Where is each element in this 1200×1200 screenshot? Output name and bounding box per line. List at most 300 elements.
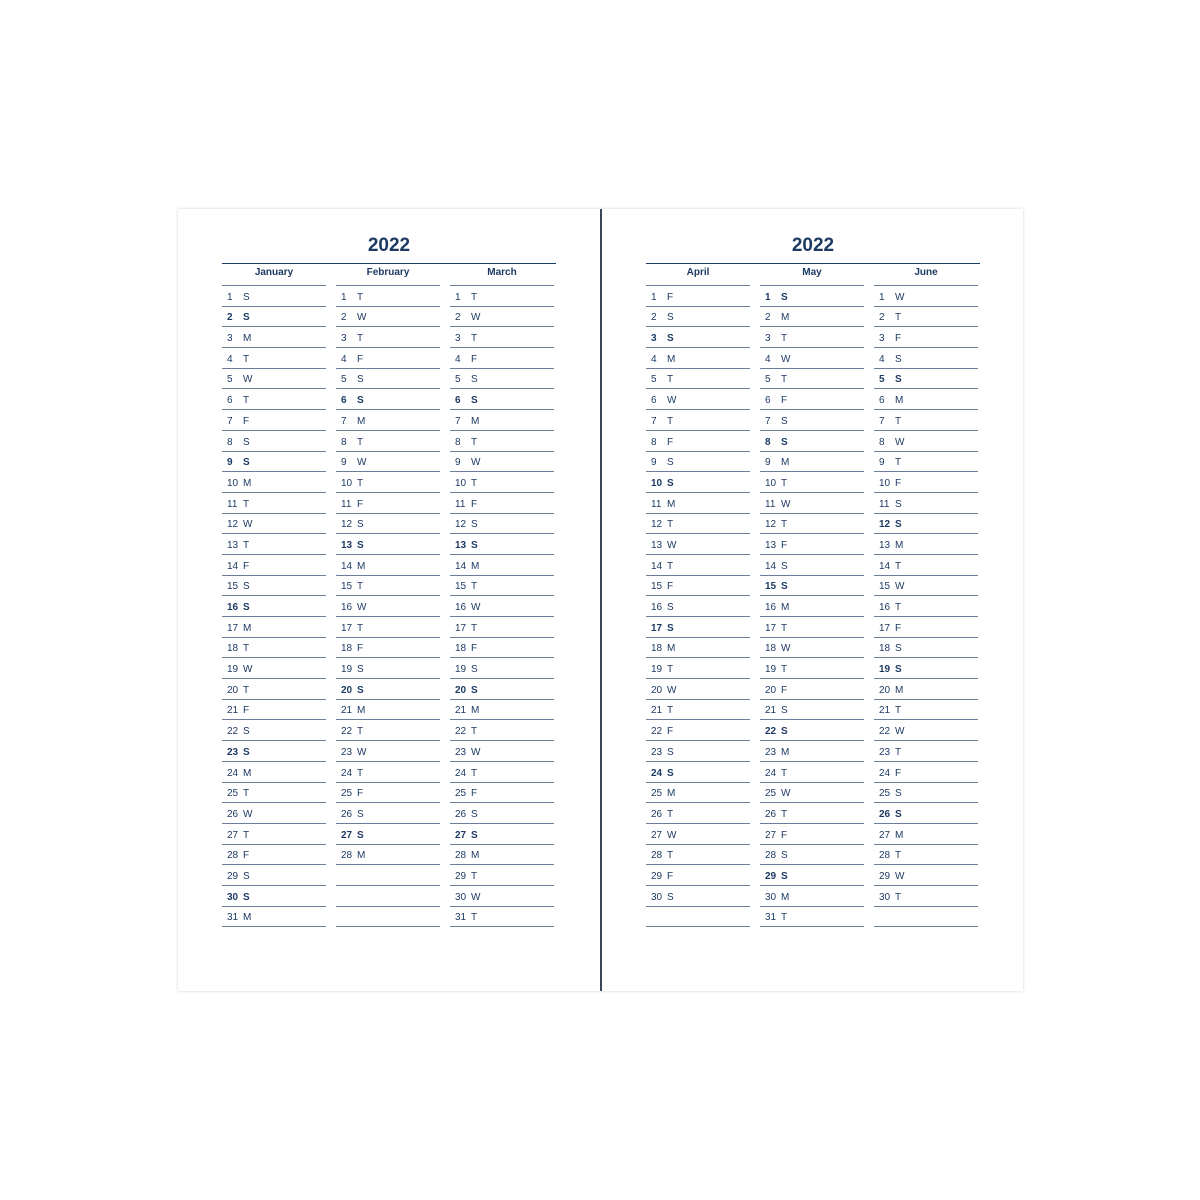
weekday-letter: M <box>357 560 366 572</box>
weekday-letter: F <box>667 291 674 303</box>
day-list <box>222 286 326 927</box>
day-number: 4 <box>455 353 461 365</box>
day-row <box>336 658 440 679</box>
day-number: 13 <box>879 539 891 551</box>
day-row <box>646 679 750 700</box>
weekday-letter: M <box>471 705 480 717</box>
day-row <box>646 431 750 452</box>
day-number: 17 <box>455 622 467 634</box>
weekday-letter: M <box>357 415 366 427</box>
day-number: 1 <box>879 291 885 303</box>
day-row <box>874 907 978 928</box>
day-row <box>646 307 750 328</box>
day-number: 19 <box>341 664 353 676</box>
weekday-letter: T <box>667 808 674 820</box>
weekday-letter: M <box>895 395 904 407</box>
day-number: 6 <box>879 395 885 407</box>
day-row <box>874 741 978 762</box>
day-row <box>336 720 440 741</box>
day-row <box>760 783 864 804</box>
day-number: 21 <box>455 705 467 717</box>
weekday-letter: S <box>243 726 250 738</box>
weekday-letter: T <box>667 415 674 427</box>
day-number: 9 <box>765 457 771 469</box>
day-row <box>450 720 554 741</box>
weekday-letter: S <box>243 870 250 882</box>
day-number: 6 <box>455 395 461 407</box>
weekday-letter: S <box>357 539 364 551</box>
day-number: 7 <box>341 415 347 427</box>
weekday-letter: T <box>667 519 674 531</box>
day-number: 13 <box>455 539 467 551</box>
day-row <box>336 824 440 845</box>
weekday-letter: M <box>895 829 904 841</box>
day-number: 1 <box>455 291 461 303</box>
weekday-letter: M <box>781 746 790 758</box>
day-row <box>874 824 978 845</box>
day-row <box>450 534 554 555</box>
day-number: 2 <box>227 312 233 324</box>
day-row <box>646 865 750 886</box>
day-number: 17 <box>765 622 777 634</box>
day-row <box>760 452 864 473</box>
day-number: 3 <box>227 333 233 345</box>
weekday-letter: S <box>667 477 674 489</box>
day-row <box>760 514 864 535</box>
weekday-letter: W <box>357 602 367 613</box>
day-number: 18 <box>651 643 663 655</box>
day-number: 12 <box>765 519 777 531</box>
day-list <box>646 286 750 927</box>
weekday-letter: S <box>895 374 902 386</box>
day-number: 28 <box>455 850 467 862</box>
day-number: 22 <box>765 726 777 738</box>
weekday-letter: T <box>667 374 674 386</box>
day-row <box>760 720 864 741</box>
day-row <box>450 431 554 452</box>
weekday-letter: W <box>781 643 791 655</box>
weekday-letter: W <box>667 395 677 407</box>
day-row <box>336 845 440 866</box>
day-row <box>760 534 864 555</box>
day-row <box>222 720 326 741</box>
weekday-letter: T <box>895 891 902 903</box>
weekday-letter: W <box>667 684 677 696</box>
day-row <box>874 307 978 328</box>
day-row <box>874 286 978 307</box>
weekday-letter: T <box>781 519 788 531</box>
day-number: 22 <box>455 726 467 738</box>
day-row <box>874 431 978 452</box>
weekday-letter: W <box>895 870 905 882</box>
weekday-letter: M <box>781 891 790 903</box>
day-number: 2 <box>765 312 771 324</box>
day-number: 7 <box>455 415 461 427</box>
weekday-letter: S <box>667 746 674 758</box>
day-number: 19 <box>227 664 239 676</box>
day-number: 13 <box>341 539 353 551</box>
day-row <box>222 348 326 369</box>
weekday-letter: S <box>781 870 788 882</box>
weekday-letter: S <box>471 829 478 841</box>
day-number: 9 <box>651 457 657 469</box>
weekday-letter: W <box>667 539 677 551</box>
header-rule <box>646 263 980 264</box>
day-number: 8 <box>227 436 233 448</box>
day-number: 6 <box>227 395 233 407</box>
day-row <box>450 824 554 845</box>
day-row <box>222 493 326 514</box>
month-name: March <box>487 267 517 278</box>
day-row <box>760 431 864 452</box>
day-number: 3 <box>765 333 771 345</box>
weekday-letter: F <box>243 705 250 717</box>
day-row <box>336 389 440 410</box>
weekday-letter: S <box>471 519 478 531</box>
day-list <box>336 286 440 927</box>
day-number: 5 <box>879 374 885 386</box>
day-number: 12 <box>341 519 353 531</box>
weekday-letter: F <box>357 353 364 365</box>
weekday-letter: W <box>471 602 481 613</box>
day-list <box>874 286 978 927</box>
day-number: 24 <box>651 767 663 779</box>
day-number: 17 <box>227 622 239 634</box>
day-number: 4 <box>765 353 771 365</box>
weekday-letter: S <box>471 684 478 696</box>
day-number: 19 <box>455 664 467 676</box>
day-row <box>646 596 750 617</box>
month-name: June <box>914 267 938 278</box>
weekday-letter: T <box>243 829 250 841</box>
day-row <box>760 472 864 493</box>
weekday-letter: S <box>895 498 902 510</box>
day-number: 23 <box>341 746 353 758</box>
weekday-letter: S <box>357 664 364 676</box>
day-number: 22 <box>341 726 353 738</box>
weekday-letter: F <box>357 788 364 800</box>
day-row <box>336 762 440 783</box>
day-row <box>760 410 864 431</box>
day-row <box>874 514 978 535</box>
day-row <box>222 472 326 493</box>
day-number: 14 <box>765 560 777 572</box>
day-number: 18 <box>341 643 353 655</box>
day-number: 24 <box>341 767 353 779</box>
day-row <box>874 865 978 886</box>
day-row <box>760 389 864 410</box>
day-row <box>222 452 326 473</box>
month-name: January <box>254 267 294 278</box>
weekday-letter: T <box>243 643 250 655</box>
weekday-letter: M <box>781 312 790 324</box>
day-number: 13 <box>765 539 777 551</box>
weekday-letter: F <box>781 395 788 407</box>
day-number: 9 <box>227 457 233 469</box>
day-number: 11 <box>227 498 238 510</box>
weekday-letter: M <box>243 333 252 345</box>
day-row <box>874 472 978 493</box>
day-number: 26 <box>765 808 777 820</box>
day-row <box>336 617 440 638</box>
day-row <box>874 679 978 700</box>
day-row <box>222 534 326 555</box>
day-number: 25 <box>879 788 891 800</box>
day-number: 9 <box>455 457 461 469</box>
day-row <box>336 534 440 555</box>
weekday-letter: M <box>471 415 480 427</box>
day-number: 14 <box>879 560 891 572</box>
day-row <box>450 596 554 617</box>
day-number: 17 <box>341 622 353 634</box>
day-row <box>222 596 326 617</box>
day-row <box>450 576 554 597</box>
day-number: 7 <box>651 415 657 427</box>
day-number: 24 <box>765 767 777 779</box>
day-row <box>760 803 864 824</box>
day-number: 16 <box>455 602 467 613</box>
weekday-letter: T <box>667 850 674 862</box>
weekday-letter: W <box>243 374 253 386</box>
weekday-letter: W <box>357 457 367 469</box>
weekday-letter: T <box>471 581 478 593</box>
weekday-letter: S <box>895 643 902 655</box>
day-number: 22 <box>879 726 891 738</box>
year-title: 2022 <box>791 235 835 256</box>
day-number: 29 <box>765 870 777 882</box>
day-number: 11 <box>651 498 662 510</box>
day-number: 8 <box>765 436 771 448</box>
weekday-letter: T <box>357 622 364 634</box>
weekday-letter: T <box>895 746 902 758</box>
day-number: 24 <box>227 767 239 779</box>
weekday-letter: T <box>667 705 674 717</box>
day-row <box>874 762 978 783</box>
day-number: 2 <box>455 312 461 324</box>
weekday-letter: T <box>357 581 364 593</box>
month-name: May <box>802 267 822 278</box>
day-row <box>874 700 978 721</box>
day-number: 17 <box>879 622 891 634</box>
day-number: 25 <box>227 788 239 800</box>
day-number: 24 <box>879 767 891 779</box>
day-number: 2 <box>651 312 657 324</box>
day-number: 11 <box>341 498 352 510</box>
weekday-letter: W <box>895 436 905 448</box>
day-row <box>646 783 750 804</box>
weekday-letter: S <box>667 602 674 613</box>
weekday-letter: T <box>471 477 478 489</box>
day-number: 1 <box>765 291 771 303</box>
day-row <box>222 741 326 762</box>
weekday-letter: F <box>667 436 674 448</box>
day-row <box>646 907 750 928</box>
day-row <box>874 720 978 741</box>
day-row <box>222 658 326 679</box>
day-number: 27 <box>651 829 663 841</box>
weekday-letter: T <box>471 912 478 924</box>
day-row <box>336 472 440 493</box>
day-number: 6 <box>341 395 347 407</box>
day-number: 8 <box>879 436 885 448</box>
weekday-letter: T <box>895 602 902 613</box>
day-number: 28 <box>341 850 353 862</box>
day-number: 6 <box>651 395 657 407</box>
day-row <box>760 845 864 866</box>
day-row <box>874 327 978 348</box>
day-number: 25 <box>455 788 467 800</box>
day-number: 21 <box>879 705 891 717</box>
day-number: 23 <box>765 746 777 758</box>
day-row <box>646 348 750 369</box>
day-number: 16 <box>341 602 353 613</box>
weekday-letter: M <box>357 705 366 717</box>
weekday-letter: F <box>357 498 364 510</box>
weekday-letter: M <box>667 498 676 510</box>
day-row <box>222 783 326 804</box>
day-row <box>222 762 326 783</box>
weekday-letter: W <box>357 746 367 758</box>
weekday-letter: T <box>357 477 364 489</box>
day-row <box>336 514 440 535</box>
weekday-letter: S <box>357 684 364 696</box>
day-row <box>222 638 326 659</box>
day-number: 30 <box>455 891 467 903</box>
weekday-letter: F <box>471 353 478 365</box>
day-row <box>222 369 326 390</box>
day-row <box>646 886 750 907</box>
day-number: 4 <box>651 353 657 365</box>
right-page <box>602 209 1024 991</box>
day-row <box>874 348 978 369</box>
weekday-letter: T <box>357 767 364 779</box>
day-row <box>874 555 978 576</box>
day-number: 28 <box>879 850 891 862</box>
weekday-letter: F <box>895 767 902 779</box>
day-row <box>336 493 440 514</box>
day-row <box>450 886 554 907</box>
day-row <box>222 327 326 348</box>
day-row <box>222 431 326 452</box>
weekday-letter: T <box>895 415 902 427</box>
day-number: 13 <box>227 539 239 551</box>
day-number: 1 <box>227 291 233 303</box>
weekday-letter: W <box>243 519 253 531</box>
day-number: 25 <box>341 788 353 800</box>
day-row <box>874 617 978 638</box>
day-number: 27 <box>341 829 353 841</box>
weekday-letter: S <box>357 519 364 531</box>
day-row <box>450 514 554 535</box>
day-number: 20 <box>227 684 239 696</box>
day-number: 11 <box>455 498 466 510</box>
weekday-letter: W <box>895 726 905 738</box>
weekday-letter: W <box>471 891 481 903</box>
day-number: 7 <box>879 415 885 427</box>
weekday-letter: T <box>781 333 788 345</box>
day-number: 31 <box>455 912 467 924</box>
weekday-letter: M <box>243 912 252 924</box>
weekday-letter: M <box>243 477 252 489</box>
day-row <box>646 741 750 762</box>
day-row <box>874 576 978 597</box>
day-row <box>874 638 978 659</box>
day-row <box>760 327 864 348</box>
weekday-letter: S <box>243 291 250 303</box>
weekday-letter: S <box>667 767 674 779</box>
day-row <box>760 762 864 783</box>
weekday-letter: F <box>895 333 902 345</box>
weekday-letter: F <box>895 477 902 489</box>
day-number: 27 <box>879 829 891 841</box>
year-title: 2022 <box>367 235 411 256</box>
day-row <box>760 369 864 390</box>
weekday-letter: F <box>781 684 788 696</box>
weekday-letter: S <box>781 291 788 303</box>
weekday-letter: T <box>243 353 250 365</box>
weekday-letter: T <box>667 664 674 676</box>
day-number: 4 <box>879 353 885 365</box>
day-row <box>336 555 440 576</box>
weekday-letter: W <box>781 788 791 800</box>
day-number: 29 <box>651 870 663 882</box>
day-number: 26 <box>455 808 467 820</box>
day-row <box>874 596 978 617</box>
day-number: 20 <box>879 684 891 696</box>
day-number: 26 <box>227 808 239 820</box>
weekday-letter: M <box>895 684 904 696</box>
day-number: 22 <box>651 726 663 738</box>
weekday-letter: S <box>471 374 478 386</box>
day-number: 3 <box>341 333 347 345</box>
day-number: 18 <box>879 643 891 655</box>
day-row <box>450 472 554 493</box>
day-number: 30 <box>879 891 891 903</box>
weekday-letter: T <box>357 726 364 738</box>
weekday-letter: F <box>243 560 250 572</box>
day-row <box>222 679 326 700</box>
weekday-letter: S <box>895 519 902 531</box>
day-row <box>760 286 864 307</box>
day-row <box>336 431 440 452</box>
day-number: 18 <box>227 643 239 655</box>
weekday-letter: T <box>781 374 788 386</box>
day-number: 29 <box>227 870 239 882</box>
header-rule <box>222 263 556 264</box>
weekday-letter: S <box>781 850 788 862</box>
day-row <box>646 514 750 535</box>
day-row <box>874 452 978 473</box>
weekday-letter: T <box>895 312 902 324</box>
day-number: 23 <box>455 746 467 758</box>
day-row <box>874 803 978 824</box>
day-row <box>336 679 440 700</box>
weekday-letter: M <box>471 560 480 572</box>
day-number: 2 <box>341 312 347 324</box>
weekday-letter: F <box>471 788 478 800</box>
planner-spread <box>178 209 1023 991</box>
weekday-letter: S <box>895 664 902 676</box>
day-number: 12 <box>879 519 891 531</box>
day-number: 30 <box>651 891 663 903</box>
day-row <box>450 327 554 348</box>
day-row <box>222 700 326 721</box>
day-number: 1 <box>341 291 347 303</box>
day-number: 10 <box>765 477 777 489</box>
day-row <box>336 452 440 473</box>
day-number: 11 <box>879 498 890 510</box>
day-row <box>222 824 326 845</box>
